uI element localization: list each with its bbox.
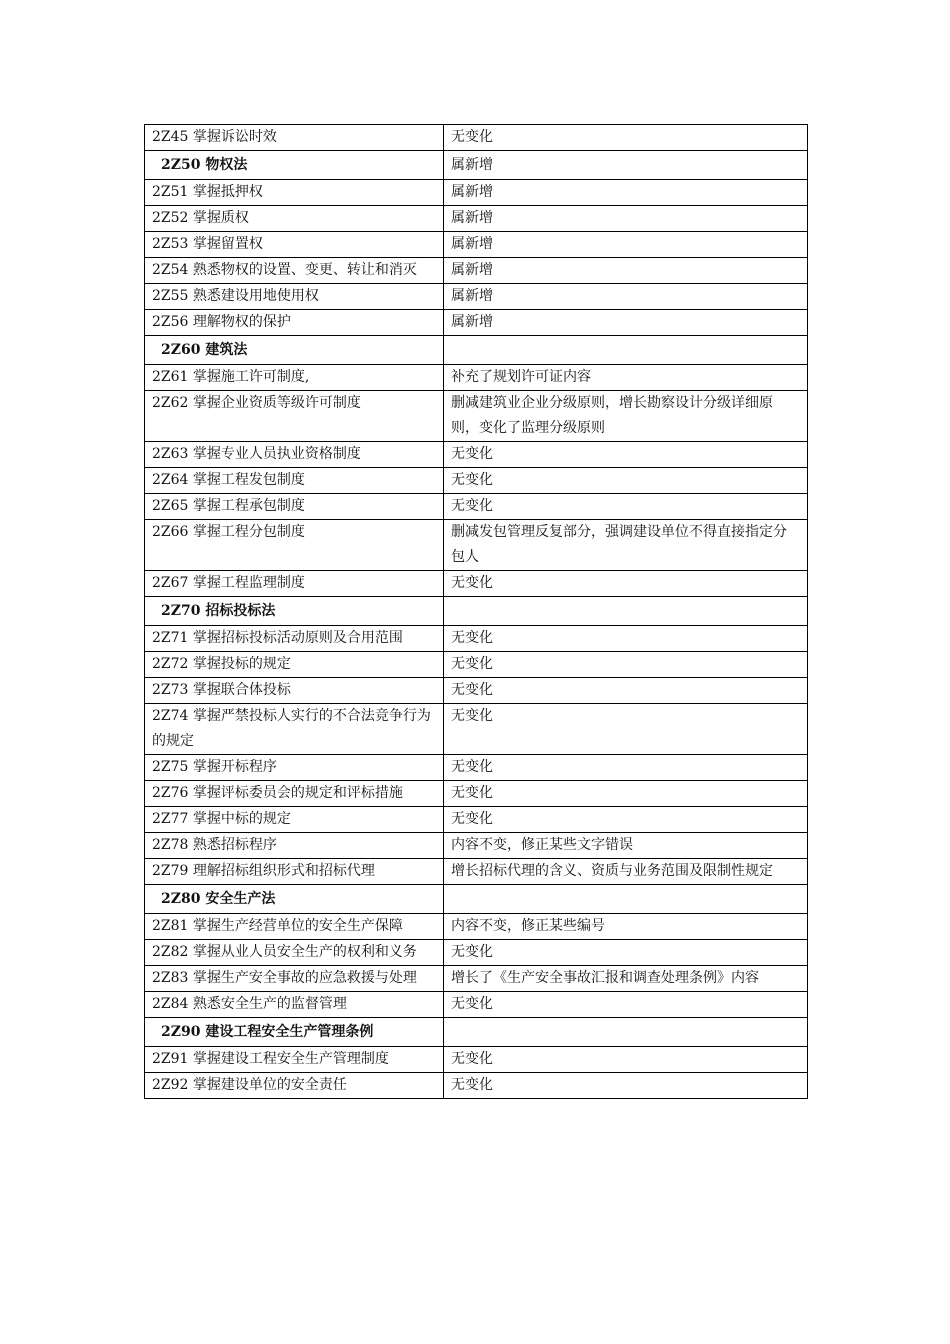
change-note-cell: 内容不变，修正某些编号 — [444, 914, 808, 940]
topic-cell: 2Z52 掌握质权 — [145, 206, 444, 232]
change-note-cell — [444, 1018, 808, 1047]
change-note-cell: 无变化 — [444, 571, 808, 597]
section-title-cell: 2Z60 建筑法 — [145, 336, 444, 365]
table-row — [145, 365, 808, 391]
change-note-cell — [444, 597, 808, 626]
change-note-cell: 无变化 — [444, 992, 808, 1018]
topic-cell: 2Z78 熟悉招标程序 — [145, 833, 444, 859]
table-row — [145, 125, 808, 151]
topic-cell: 2Z71 掌握招标投标活动原则及合用范围 — [145, 626, 444, 652]
change-note-cell: 无变化 — [444, 652, 808, 678]
change-note-cell: 属新增 — [444, 180, 808, 206]
topic-cell: 2Z66 掌握工程分包制度 — [145, 520, 444, 571]
table-row — [145, 781, 808, 807]
topic-cell: 2Z53 掌握留置权 — [145, 232, 444, 258]
table-row — [145, 859, 808, 885]
change-note-cell: 无变化 — [444, 781, 808, 807]
change-note-cell: 无变化 — [444, 494, 808, 520]
topic-cell: 2Z76 掌握评标委员会的规定和评标措施 — [145, 781, 444, 807]
section-row — [145, 885, 808, 914]
topic-cell: 2Z84 熟悉安全生产的监督管理 — [145, 992, 444, 1018]
change-note-cell: 属新增 — [444, 206, 808, 232]
table-row — [145, 232, 808, 258]
table-body — [145, 125, 808, 1099]
table-row — [145, 520, 808, 571]
change-note-cell: 增长招标代理的含义、资质与业务范围及限制性规定 — [444, 859, 808, 885]
table-row — [145, 704, 808, 755]
change-note-cell: 无变化 — [444, 704, 808, 755]
table-row — [145, 1073, 808, 1099]
table-row — [145, 206, 808, 232]
topic-cell: 2Z62 掌握企业资质等级许可制度 — [145, 391, 444, 442]
topic-cell: 2Z91 掌握建设工程安全生产管理制度 — [145, 1047, 444, 1073]
change-note-cell: 属新增 — [444, 284, 808, 310]
change-note-cell: 补充了规划许可证内容 — [444, 365, 808, 391]
topic-cell: 2Z51 掌握抵押权 — [145, 180, 444, 206]
change-note-cell: 属新增 — [444, 258, 808, 284]
change-note-cell: 属新增 — [444, 310, 808, 336]
section-title-cell: 2Z70 招标投标法 — [145, 597, 444, 626]
syllabus-change-table — [144, 124, 808, 1099]
table-row — [145, 914, 808, 940]
topic-cell: 2Z77 掌握中标的规定 — [145, 807, 444, 833]
section-title-cell: 2Z50 物权法 — [145, 151, 444, 180]
change-note-cell: 无变化 — [444, 678, 808, 704]
change-note-cell: 属新增 — [444, 232, 808, 258]
change-note-cell — [444, 336, 808, 365]
topic-cell: 2Z61 掌握施工许可制度, — [145, 365, 444, 391]
topic-cell: 2Z64 掌握工程发包制度 — [145, 468, 444, 494]
change-note-cell: 删减建筑业企业分级原则，增长勘察设计分级详细原则，变化了监理分级原则 — [444, 391, 808, 442]
table-row — [145, 992, 808, 1018]
section-title-cell: 2Z80 安全生产法 — [145, 885, 444, 914]
section-row — [145, 597, 808, 626]
topic-cell: 2Z63 掌握专业人员执业资格制度 — [145, 442, 444, 468]
table-row — [145, 807, 808, 833]
table-row — [145, 678, 808, 704]
topic-cell: 2Z92 掌握建设单位的安全责任 — [145, 1073, 444, 1099]
change-note-cell: 内容不变，修正某些文字错误 — [444, 833, 808, 859]
topic-cell: 2Z45 掌握诉讼时效 — [145, 125, 444, 151]
table-row — [145, 652, 808, 678]
topic-cell: 2Z75 掌握开标程序 — [145, 755, 444, 781]
change-note-cell: 无变化 — [444, 807, 808, 833]
change-note-cell: 无变化 — [444, 755, 808, 781]
change-note-cell: 属新增 — [444, 151, 808, 180]
topic-cell: 2Z56 理解物权的保护 — [145, 310, 444, 336]
section-row — [145, 1018, 808, 1047]
topic-cell: 2Z74 掌握严禁投标人实行的不合法竞争行为的规定 — [145, 704, 444, 755]
table-row — [145, 940, 808, 966]
change-note-cell: 无变化 — [444, 468, 808, 494]
topic-cell: 2Z65 掌握工程承包制度 — [145, 494, 444, 520]
table-row — [145, 284, 808, 310]
topic-cell: 2Z55 熟悉建设用地使用权 — [145, 284, 444, 310]
table-row — [145, 833, 808, 859]
change-note-cell: 无变化 — [444, 1073, 808, 1099]
table-row — [145, 494, 808, 520]
topic-cell: 2Z83 掌握生产安全事故的应急救援与处理 — [145, 966, 444, 992]
change-note-cell: 删减发包管理反复部分，强调建设单位不得直接指定分包人 — [444, 520, 808, 571]
section-row — [145, 336, 808, 365]
change-note-cell: 无变化 — [444, 442, 808, 468]
change-note-cell — [444, 885, 808, 914]
table-row — [145, 966, 808, 992]
table-row — [145, 626, 808, 652]
table-row — [145, 310, 808, 336]
table-row — [145, 571, 808, 597]
table-row — [145, 258, 808, 284]
table-row — [145, 442, 808, 468]
table-row — [145, 468, 808, 494]
change-note-cell: 增长了《生产安全事故汇报和调查处理条例》内容 — [444, 966, 808, 992]
topic-cell: 2Z81 掌握生产经营单位的安全生产保障 — [145, 914, 444, 940]
topic-cell: 2Z79 理解招标组织形式和招标代理 — [145, 859, 444, 885]
section-title-cell: 2Z90 建设工程安全生产管理条例 — [145, 1018, 444, 1047]
table-row — [145, 1047, 808, 1073]
change-note-cell: 无变化 — [444, 1047, 808, 1073]
topic-cell: 2Z73 掌握联合体投标 — [145, 678, 444, 704]
topic-cell: 2Z72 掌握投标的规定 — [145, 652, 444, 678]
topic-cell: 2Z82 掌握从业人员安全生产的权利和义务 — [145, 940, 444, 966]
topic-cell: 2Z67 掌握工程监理制度 — [145, 571, 444, 597]
section-row — [145, 151, 808, 180]
table-row — [145, 755, 808, 781]
topic-cell: 2Z54 熟悉物权的设置、变更、转让和消灭 — [145, 258, 444, 284]
change-note-cell: 无变化 — [444, 940, 808, 966]
change-note-cell: 无变化 — [444, 626, 808, 652]
table-row — [145, 391, 808, 442]
table-row — [145, 180, 808, 206]
change-note-cell: 无变化 — [444, 125, 808, 151]
